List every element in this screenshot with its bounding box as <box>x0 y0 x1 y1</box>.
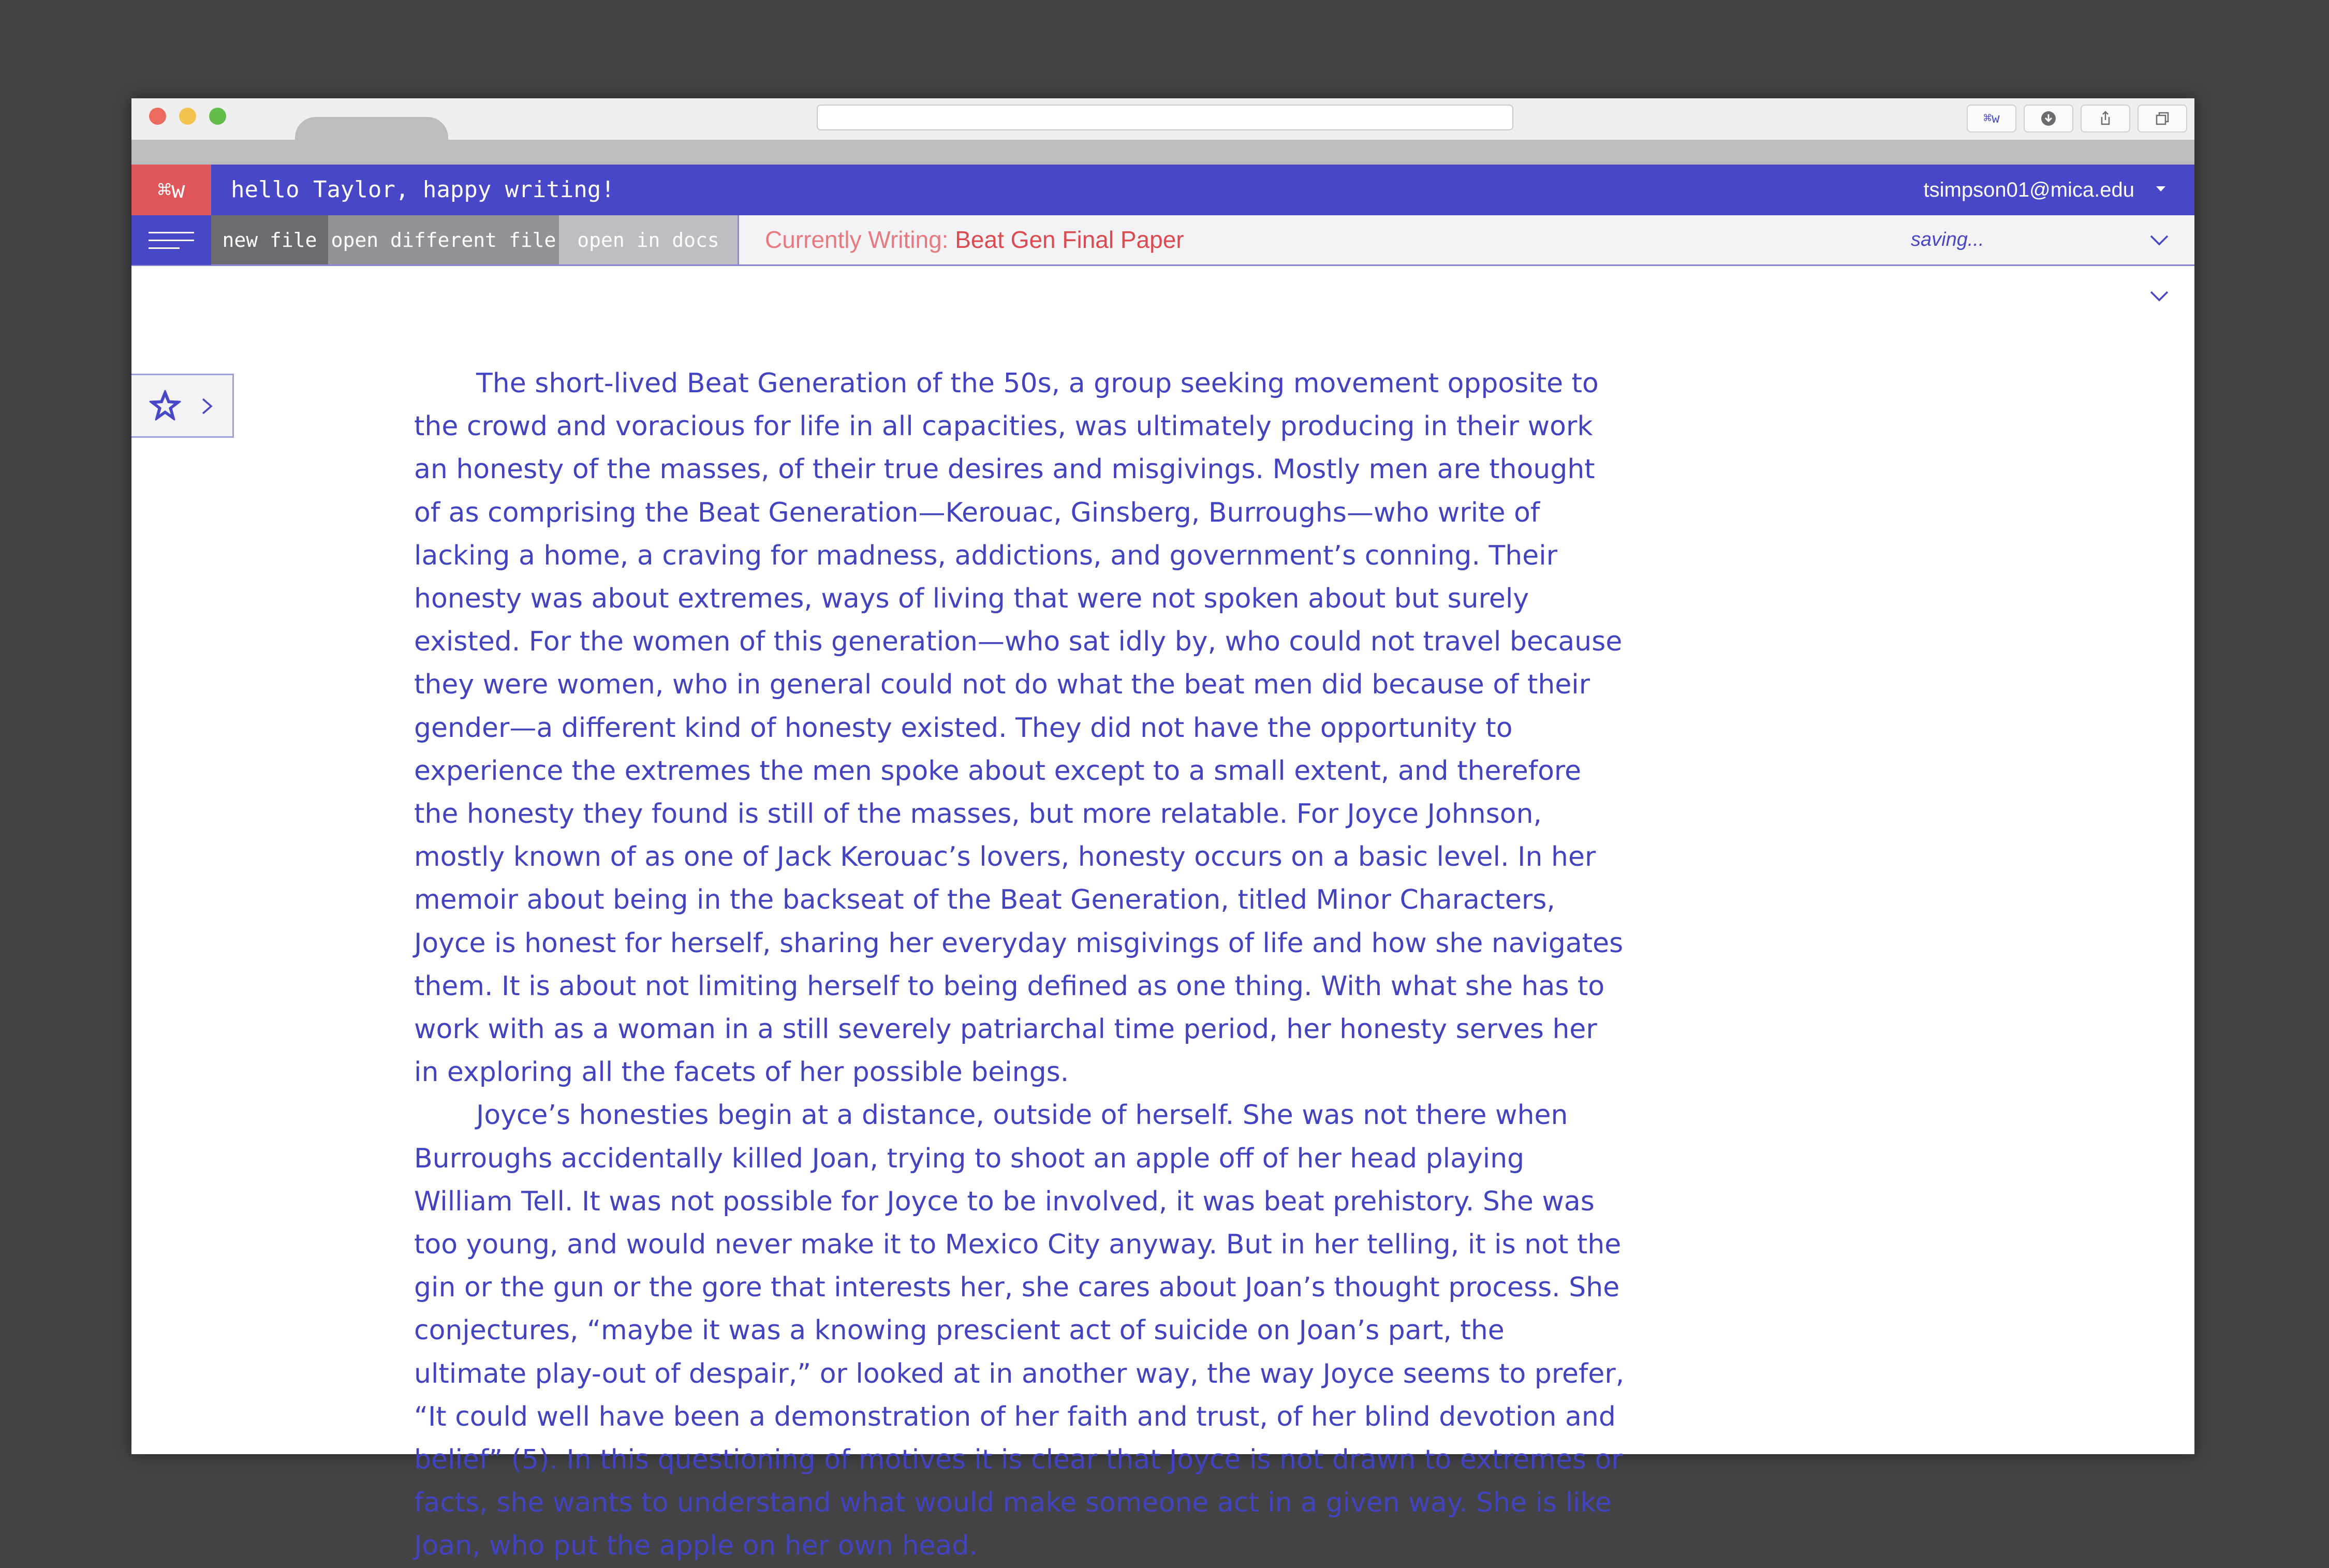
menu-line <box>149 240 194 241</box>
windows-icon <box>2154 110 2171 127</box>
user-email[interactable]: tsimpson01@mica.edu <box>1923 179 2134 201</box>
hamburger-menu-button[interactable] <box>131 215 211 265</box>
menu-line <box>149 232 194 233</box>
favorites-toggle[interactable] <box>131 374 234 438</box>
document-paragraph[interactable]: Joyce’s honesties begin at a distance, outside of herself. She was not there when Burroughs accidentally killed Joan, trying to shoot an apple off of her head playing William Tell. It was not possible for Joyce to be involved, it was beat prehistory. She was too young, and would never make it to Mexico City anyway. But in her telling, it is not the gin or the gun or the gore that interests her, she cares about Joan’s thought process. She conjectures, “maybe it was a knowing prescient act of suicide on Joan’s part, the ultimate play-out of despair,” or looked at in another way, the way Joyce seems to prefer, “It could well have been a demonstration of her faith and trust, of her blind devotion and belief” (5). In this questioning of motives it is clear that Joyce is not drawn to extremes or facts, she wants to understand what would make someone act in a given way. She is like Joan, who put the apple on her own head. <box>414 1100 1625 1562</box>
toolbar <box>131 215 2194 266</box>
browser-tab[interactable] <box>295 117 448 165</box>
download-icon <box>2040 110 2057 127</box>
chevron-right-icon <box>201 397 213 416</box>
open-different-file-button[interactable]: open different file <box>328 215 559 264</box>
app-logo[interactable] <box>131 165 211 215</box>
document-editor[interactable] <box>414 362 1625 1562</box>
minimize-window-button[interactable] <box>179 108 196 125</box>
maximize-window-button[interactable] <box>209 108 226 125</box>
share-button[interactable] <box>2081 105 2130 132</box>
url-bar[interactable] <box>817 105 1513 130</box>
caret-down-icon[interactable] <box>2156 186 2165 191</box>
close-window-button[interactable] <box>149 108 166 125</box>
open-in-docs-button[interactable]: open in docs <box>559 215 739 264</box>
document-paragraph[interactable]: The short-lived Beat Generation of the 50s, a group seeking movement opposite to the crowd and voracious for life in all capacities, was ultimately producing in their work an honesty of the masses, of their true desires and misgivings. Mostly men are thought of as comprising the Beat Generation—Kerouac, Ginsberg, Burroughs—who write of lacking a home, a craving for madness, addictions, and government’s conning. Their honesty was about extremes, ways of living that were not spoken about but surely existed. For the women of this generation—who sat idly by, who could not travel because they were women, who in general could not do what the beat men did because of their gender—a different kind of honesty existed. They did not have the opportunity to experience the extremes the men spoke about except to a small extent, and therefore the honesty they found is still of the masses, but more relatable. For Joyce Johnson, mostly known of as one of Jack Kerouac’s lovers, honesty occurs on a basic level. In her memoir about being in the backseat of the Beat Generation, titled Minor Characters, Joyce is honest for herself, sharing her everyday misgivings of life and how she navigates them. It is about not limiting herself to being defined as one thing. With what she has to work with as a woman in a still severely patriarchal time period, her honesty serves her in exploring all the facets of her possible beings. <box>414 368 1624 1088</box>
app-logo-text: ⌘w <box>157 176 185 203</box>
cmd-w-label: ⌘w <box>1983 111 2000 126</box>
cmd-w-button[interactable] <box>1967 105 2016 132</box>
windows-button[interactable] <box>2138 105 2187 132</box>
star-icon <box>148 389 182 423</box>
greeting-text: hello Taylor, happy writing! <box>231 176 615 203</box>
chevron-down-icon[interactable] <box>2149 290 2170 302</box>
browser-window <box>131 98 2194 1562</box>
currently-writing <box>765 215 1184 264</box>
share-icon <box>2097 110 2114 127</box>
menu-line <box>149 247 180 249</box>
currently-writing-label: Currently Writing: <box>765 226 955 253</box>
download-button[interactable] <box>2024 105 2073 132</box>
document-title[interactable]: Beat Gen Final Paper <box>955 226 1184 253</box>
app-header <box>131 165 2194 215</box>
new-file-button[interactable]: new file <box>211 215 328 264</box>
save-status: saving... <box>1911 229 1984 250</box>
chevron-down-icon[interactable] <box>2149 234 2170 246</box>
